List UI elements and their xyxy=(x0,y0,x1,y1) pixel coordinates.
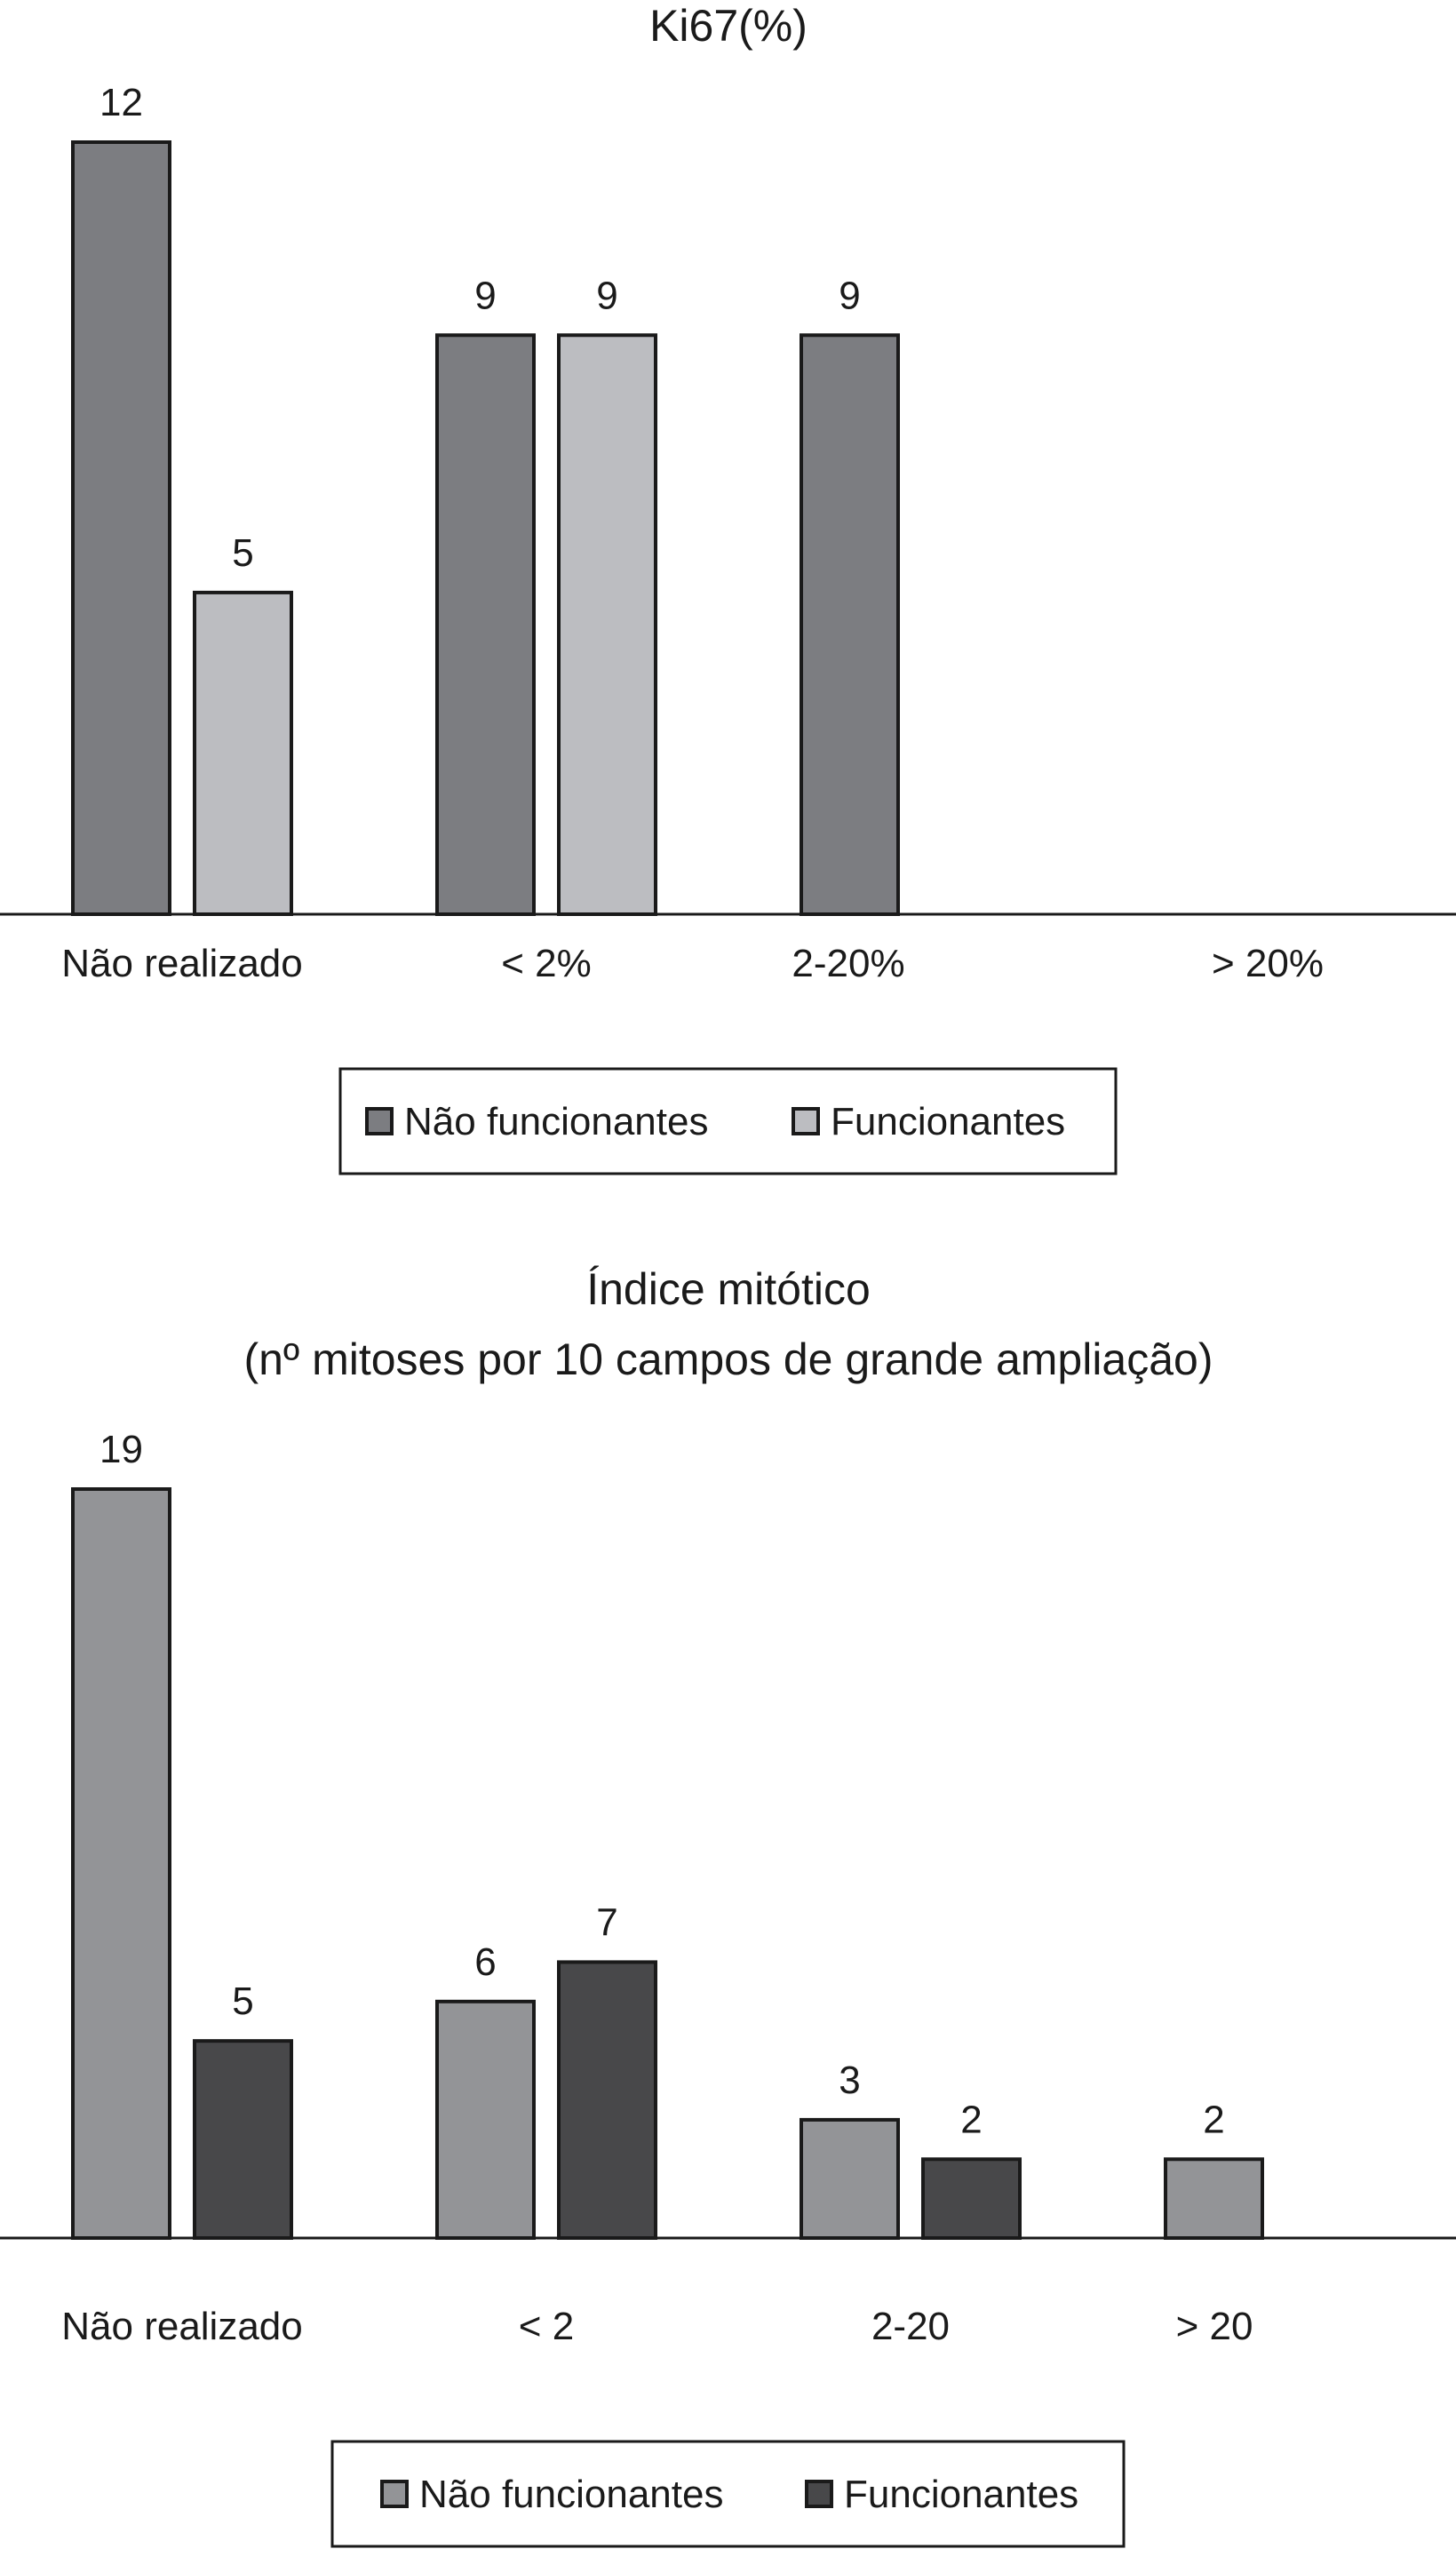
data-label-nao-funcionantes-20: 2 xyxy=(1203,2098,1225,2142)
tick-label-2: < 2 xyxy=(518,2305,575,2348)
data-label-funcionantes-2: 7 xyxy=(596,1900,618,1945)
bar-nao-funcionantes-2 xyxy=(437,2002,534,2238)
bar-funcionantes-2 xyxy=(559,1962,656,2238)
bar-nao-funcionantes-nao-realizado xyxy=(73,142,170,914)
tick-label-20: > 20% xyxy=(1212,942,1324,985)
data-label-nao-funcionantes-2-20: 3 xyxy=(839,2058,861,2102)
chart-ki67 xyxy=(0,1,1456,1174)
tick-label-nao-realizado: Não realizado xyxy=(61,942,303,985)
data-label-nao-funcionantes-2-20: 9 xyxy=(839,274,861,318)
tick-label-2-20: 2-20 xyxy=(871,2305,951,2348)
chart-2-legend-label-nao-funcionantes: Não funcionantes xyxy=(419,2473,724,2516)
chart-1-legend xyxy=(340,1069,1116,1174)
tick-label-2: < 2% xyxy=(501,942,592,985)
bar-nao-funcionantes-2-20 xyxy=(801,2120,898,2238)
data-label-nao-funcionantes-nao-realizado: 12 xyxy=(99,81,143,124)
chart-2-title: Índice mitótico xyxy=(586,1264,871,1314)
chart-1-tick-labels xyxy=(61,942,1324,985)
chart-1-bars xyxy=(73,81,898,914)
chart-2-subtitle: (nº mitoses por 10 campos de grande ampliação) xyxy=(243,1334,1213,1384)
chart-1-legend-label-nao-funcionantes: Não funcionantes xyxy=(404,1100,709,1143)
data-label-nao-funcionantes-2: 6 xyxy=(474,1940,497,1984)
bar-nao-funcionantes-2-20 xyxy=(801,335,898,914)
tick-label-20: > 20 xyxy=(1175,2305,1253,2348)
bar-nao-funcionantes-nao-realizado xyxy=(73,1489,170,2238)
chart-2-tick-labels xyxy=(61,2305,1253,2348)
data-label-funcionantes-nao-realizado: 5 xyxy=(232,1979,254,2024)
chart-2-legend-label-funcionantes: Funcionantes xyxy=(844,2473,1079,2516)
bar-funcionantes-nao-realizado xyxy=(195,593,291,914)
data-label-nao-funcionantes-2: 9 xyxy=(474,274,497,318)
tick-label-2-20: 2-20% xyxy=(792,942,905,985)
data-label-funcionantes-2: 9 xyxy=(596,274,618,318)
bar-nao-funcionantes-20 xyxy=(1166,2159,1262,2238)
bar-funcionantes-nao-realizado xyxy=(195,2041,291,2238)
chart-1-legend-label-funcionantes: Funcionantes xyxy=(831,1100,1066,1143)
tick-label-nao-realizado: Não realizado xyxy=(61,2305,303,2348)
data-label-nao-funcionantes-nao-realizado: 19 xyxy=(99,1428,143,1471)
chart-2-legend xyxy=(332,2441,1124,2546)
chart-indice-mitotico xyxy=(0,1264,1456,2546)
chart-2-bars xyxy=(73,1428,1262,2238)
chart-1-title: Ki67(%) xyxy=(649,1,808,51)
chart-2-legend-swatch-funcionantes xyxy=(807,2481,831,2506)
chart-1-legend-swatch-funcionantes xyxy=(793,1109,818,1134)
bar-funcionantes-2-20 xyxy=(923,2159,1020,2238)
bar-funcionantes-2 xyxy=(559,335,656,914)
chart-1-legend-swatch-nao-funcionantes xyxy=(367,1109,392,1134)
data-label-funcionantes-2-20: 2 xyxy=(960,2098,983,2142)
data-label-funcionantes-nao-realizado: 5 xyxy=(232,530,254,575)
bar-nao-funcionantes-2 xyxy=(437,335,534,914)
chart-2-legend-swatch-nao-funcionantes xyxy=(382,2481,407,2506)
